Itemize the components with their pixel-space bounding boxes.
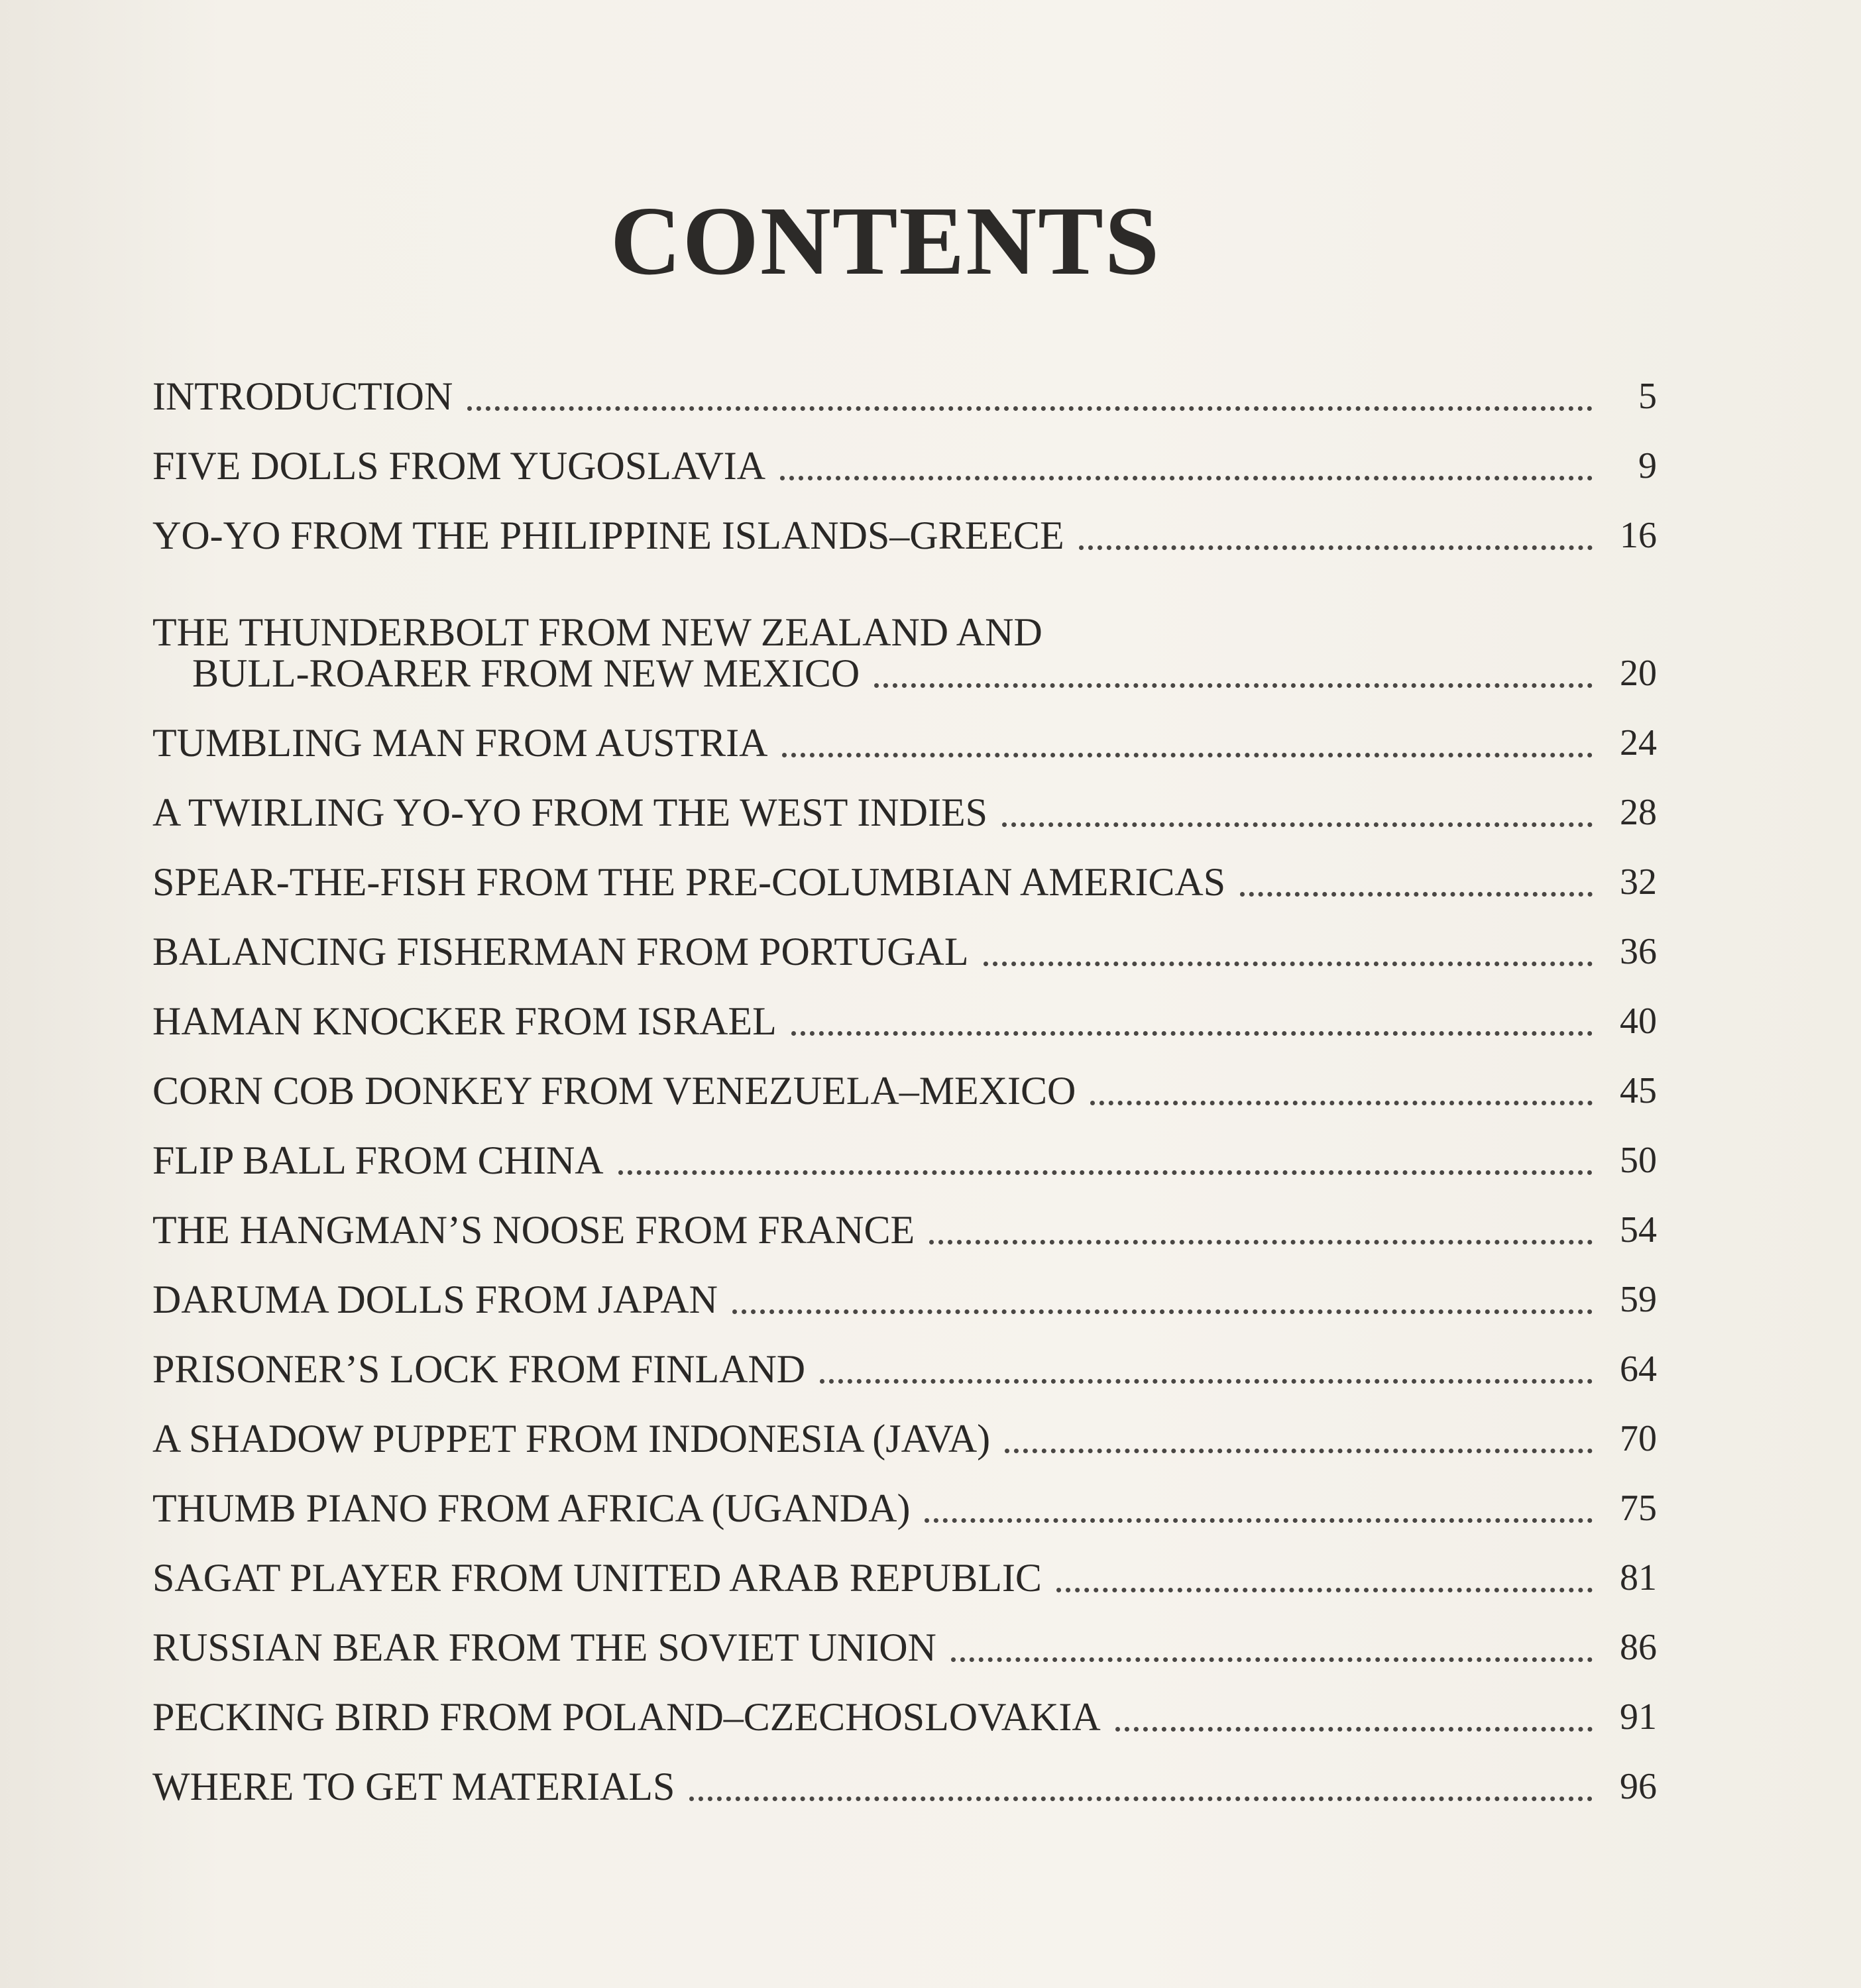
toc-entry [152, 1599, 1657, 1669]
toc-entry-title: INTRODUCTION [152, 374, 453, 418]
dot-leader [1056, 1588, 1593, 1592]
toc-entry-title: CORN COB DONKEY FROM VENEZUELA–MEXICO [152, 1069, 1076, 1113]
toc-entry-page: 45 [1620, 1070, 1657, 1111]
dot-leader [1002, 822, 1593, 827]
toc-entry-title: PECKING BIRD FROM POLAND–CZECHOSLOVAKIA [152, 1695, 1101, 1739]
toc-entry-title: RUSSIAN BEAR FROM THE SOVIET UNION [152, 1626, 936, 1669]
toc-entry-page: 54 [1620, 1209, 1657, 1250]
dot-leader [782, 753, 1593, 757]
toc-entry-page: 20 [1620, 653, 1657, 694]
toc-entry-page: 96 [1620, 1766, 1657, 1807]
dot-leader [820, 1379, 1593, 1384]
toc-entry [152, 1460, 1657, 1529]
dot-leader [791, 1031, 1593, 1036]
toc-entry-page: 75 [1620, 1488, 1657, 1529]
toc-entry-page: 59 [1620, 1279, 1657, 1320]
toc-entry-page: 86 [1620, 1627, 1657, 1668]
toc-entry-title: FLIP BALL FROM CHINA [152, 1138, 604, 1182]
toc-entry-title: PRISONER’S LOCK FROM FINLAND [152, 1347, 806, 1391]
toc-entry [152, 1042, 1657, 1112]
toc-entry [152, 1112, 1657, 1182]
toc-entry [152, 1251, 1657, 1321]
toc-entry-second-line [152, 653, 1657, 694]
toc-entry-page: 40 [1620, 1001, 1657, 1042]
dot-leader [732, 1309, 1593, 1314]
toc-entry-page: 9 [1638, 445, 1657, 486]
dot-leader [780, 476, 1593, 480]
toc-entry-page: 36 [1620, 931, 1657, 972]
toc-entry-page: 70 [1620, 1418, 1657, 1459]
toc-entry-page: 91 [1620, 1696, 1657, 1738]
toc-entry-page: 81 [1620, 1557, 1657, 1598]
dot-leader [874, 683, 1593, 688]
toc-entry-title: WHERE TO GET MATERIALS [152, 1765, 675, 1808]
toc-entry [152, 973, 1657, 1042]
dot-leader [1079, 545, 1593, 550]
toc-entry [152, 1669, 1657, 1738]
dot-leader [689, 1796, 1593, 1801]
table-of-contents [152, 348, 1657, 1808]
toc-entry [152, 694, 1657, 764]
toc-entry [152, 348, 1657, 417]
toc-entry [152, 417, 1657, 487]
toc-entry-page: 32 [1620, 861, 1657, 903]
dot-leader [1240, 892, 1593, 897]
page-title: CONTENTS [610, 187, 1161, 296]
toc-entry-page: 5 [1638, 376, 1657, 417]
toc-entry-page: 50 [1620, 1140, 1657, 1181]
dot-leader [467, 406, 1593, 411]
toc-entry-page: 24 [1620, 722, 1657, 763]
toc-entry-title: TUMBLING MAN FROM AUSTRIA [152, 721, 768, 765]
toc-entry-title: FIVE DOLLS FROM YUGOSLAVIA [152, 444, 766, 488]
toc-entry [152, 487, 1657, 557]
toc-entry-title: THE THUNDERBOLT FROM NEW ZEALAND AND [152, 610, 1043, 654]
toc-entry-title: BALANCING FISHERMAN FROM PORTUGAL [152, 930, 969, 973]
dot-leader [1090, 1101, 1593, 1105]
dot-leader [1005, 1449, 1593, 1453]
toc-entry-title: THUMB PIANO FROM AFRICA (UGANDA) [152, 1486, 911, 1530]
toc-entry-title: THE HANGMAN’S NOOSE FROM FRANCE [152, 1208, 915, 1252]
toc-entry-page: 16 [1620, 515, 1657, 556]
toc-entry-title: YO-YO FROM THE PHILIPPINE ISLANDS–GREECE [152, 514, 1064, 557]
toc-entry [152, 903, 1657, 973]
toc-entry-page: 64 [1620, 1349, 1657, 1390]
toc-entry-page: 28 [1620, 792, 1657, 833]
dot-leader [929, 1240, 1593, 1244]
dot-leader [618, 1170, 1593, 1175]
toc-entry-title-continued: BULL-ROARER FROM NEW MEXICO [192, 651, 860, 695]
toc-entry-title: DARUMA DOLLS FROM JAPAN [152, 1278, 718, 1321]
toc-entry [152, 1390, 1657, 1460]
toc-entry-title: SAGAT PLAYER FROM UNITED ARAB REPUBLIC [152, 1556, 1042, 1600]
toc-entry [152, 764, 1657, 834]
dot-leader [925, 1518, 1593, 1523]
toc-entry [152, 1321, 1657, 1390]
toc-entry-title: SPEAR-THE-FISH FROM THE PRE-COLUMBIAN AMERICAS [152, 860, 1226, 904]
dot-leader [984, 962, 1593, 966]
toc-entry-first-line [152, 585, 1657, 653]
toc-entry-title: A SHADOW PUPPET FROM INDONESIA (JAVA) [152, 1417, 991, 1461]
toc-entry-title: HAMAN KNOCKER FROM ISRAEL [152, 999, 777, 1043]
toc-entry-title: A TWIRLING YO-YO FROM THE WEST INDIES [152, 791, 987, 834]
dot-leader [951, 1657, 1593, 1662]
toc-entry [152, 1182, 1657, 1251]
toc-entry [152, 1529, 1657, 1599]
dot-leader [1115, 1727, 1593, 1732]
toc-entry [152, 557, 1657, 694]
toc-entry [152, 1738, 1657, 1808]
toc-entry [152, 834, 1657, 903]
